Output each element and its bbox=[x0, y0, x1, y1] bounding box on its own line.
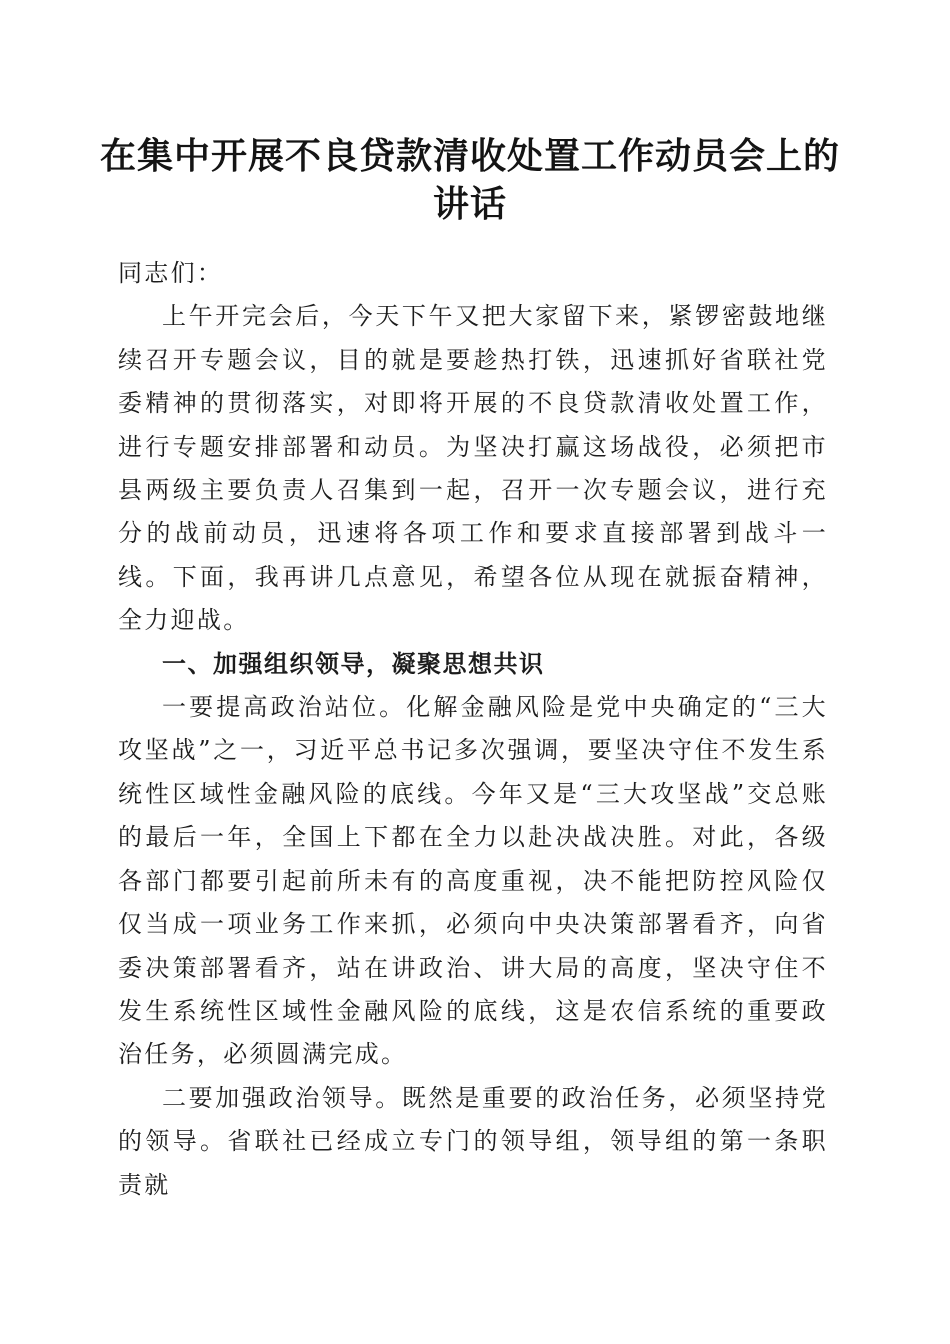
greeting: 同志们： bbox=[118, 259, 224, 287]
paragraph-political-standing: 一要提高政治站位。化解金融风险是党中央确定的“三大攻坚战”之一，习近平总书记多次强调，要坚决守住不发生系统性区域性金融风险的底线。今年又是“三大攻坚战”交总账的最后一年，全国上下都在全力以赴决战决胜。对此，各级各部门都要引起前所未有的高度重视，决不能把防控风险仅仅当成一项业务工作来抓，必须向中央决策部署看齐，向省委决策部署看齐，站在讲政治、讲大局的高度，坚决守住不发生系统性区域性金融风险的底线，这是农信系统的重要政治任务，必须圆满完成。 bbox=[118, 693, 828, 1069]
document-title: 在集中开展不良贷款清收处置工作动员会上的讲话 bbox=[100, 135, 841, 225]
section-heading-1: 一、加强组织领导，凝聚思想共识 bbox=[162, 649, 545, 678]
paragraph-political-leadership: 二要加强政治领导。既然是重要的政治任务，必须坚持党的领导。省联社已经成立专门的领导组，领导组的第一条职责就 bbox=[118, 1083, 828, 1199]
paragraph-intro: 上午开完会后，今天下午又把大家留下来，紧锣密鼓地继续召开专题会议，目的就是要趁热打铁，迅速抓好省联社党委精神的贯彻落实，对即将开展的不良贷款清收处置工作，进行专题安排部署和动员。为坚决打赢这场战役，必须把市县两级主要负责人召集到一起，召开一次专题会议，进行充分的战前动员，迅速将各项工作和要求直接部署到战斗一线。下面，我再讲几点意见，希望各位从现在就振奋精神，全力迎战。 bbox=[118, 302, 828, 635]
document-body bbox=[118, 252, 828, 1207]
